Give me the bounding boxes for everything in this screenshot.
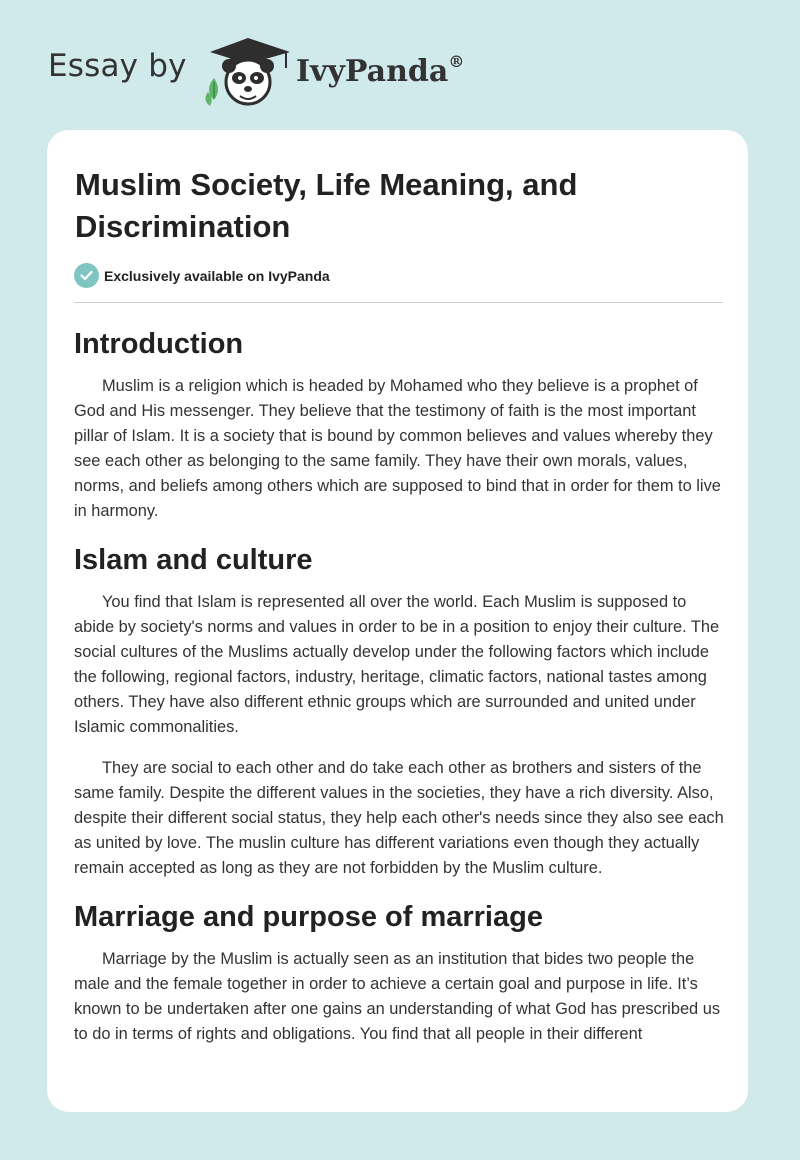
section-heading: Marriage and purpose of marriage <box>74 901 543 933</box>
essay-body <box>74 324 726 1063</box>
paragraph: They are social to each other and do take each other as brothers and sisters of the same family. Despite the different values in the societies, they have a rich diversity. Also, despite their different social status, they help each other's needs since they also see each as united by love. The muslin culture has different variations even though they actually remain accepted as long as they are not forbidden by the Muslim culture. <box>74 759 724 877</box>
essay-card <box>47 130 748 1112</box>
exclusive-label: Exclusively available on IvyPanda <box>104 267 330 284</box>
brand-name[interactable]: IvyPanda® <box>296 52 465 89</box>
paragraph: Muslim is a religion which is headed by Mohamed who they believe is a prophet of God and His messenger. They believe that the testimony of faith is the most important pillar of Islam. It is a society that is bound by common believes and values whereby they see each other as belonging to the same family. They have their own morals, values, norms, and beliefs among others which are supposed to bind that in order for them to live in harmony. <box>74 377 721 520</box>
site-header <box>0 0 800 130</box>
title-divider <box>74 302 723 303</box>
section-heading: Introduction <box>74 328 244 360</box>
paragraph: You find that Islam is represented all over the world. Each Muslim is supposed to abide by society's norms and values in order to be in a position to enjoy their culture. The social cultures of the Muslims actually develop under the following factors which include the following, regional factors, industry, heritage, climatic factors, national tastes among others. They have also different ethnic groups which are surrounded and united under Islamic commonalities. <box>74 593 720 736</box>
section-marriage <box>74 897 726 1047</box>
essay-by-label: Essay by <box>48 48 187 84</box>
section-heading: Islam and culture <box>74 544 313 576</box>
section-introduction <box>74 324 726 524</box>
essay-title: Muslim Society, Life Meaning, and Discrimination <box>75 167 578 244</box>
section-islam-and-culture <box>74 540 726 881</box>
check-circle-icon <box>74 263 99 288</box>
trademark-symbol: ® <box>448 52 465 71</box>
exclusive-badge <box>74 263 330 288</box>
paragraph: Marriage by the Muslim is actually seen as an institution that bides two people the male and the female together in order to achieve a certain goal and purpose in life. It’s known to be undertaken after one gains an understanding of what God has prescribed us to do in terms of rights and obligations. You find that all people in their different <box>74 950 721 1043</box>
panda-graduate-icon[interactable] <box>200 34 296 110</box>
